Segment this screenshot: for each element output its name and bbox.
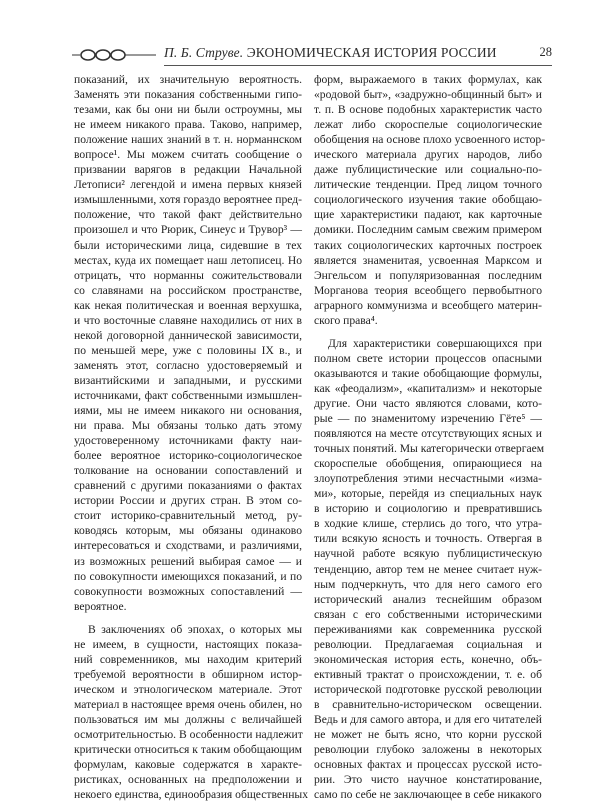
text-line: как «феодализм», «капитализм» и некоторые [314,381,542,395]
text-line: само по себе не заключающее в себе никакого [314,788,542,802]
text-line: Летописи² легендой и имена первых князей [74,178,302,192]
paragraph [314,72,546,328]
text-line: Заменять эти показания собственными гипо- [74,88,302,102]
text-line: материал в настоящее время очень обилен, но [74,697,302,711]
text-line: в историю и социологию и превратившись [314,502,542,516]
header-rule [164,65,552,66]
text-line: т. п. В основе подобных характеристик часто [314,103,542,117]
text-line: Моргановa теория всеобщего первобытного [314,283,542,297]
text-line: форм, выражаемого в таких формулах, как [314,73,542,86]
text-line: ического материала других народов, либо [314,148,542,162]
text-line: заменять этот, согласно удостоверяемый и [74,358,302,372]
text-line: Ведь и для самого автора, и для его читателей [314,712,542,726]
text-line: критически относиться к таким обобщающим [74,743,302,757]
text-line: призвании варягов в редакции Начальной [74,163,302,177]
text-line: тили всякую ясность и точность. Отвергая в [314,532,542,546]
text-line: местах, куда их помещает наш летописец. Но [74,253,302,267]
text-line: вопросе¹. Мы можем считать сообщение о [74,148,302,162]
text-line: совокупности возможных сопоставлений — [74,584,302,598]
text-line: из возможных решений выбирая самое — и [74,554,302,568]
text-line: тезами, как бы они ни были остроумны, мы [74,103,302,117]
right-column [314,72,546,802]
text-line: требуемой вероятности в обширном истор- [74,667,302,681]
text-line: злоупотребления этими несчастными «изма- [314,472,542,486]
text-line: появляются на месте отсутствующих ясных и [314,427,542,441]
paragraph [74,622,308,802]
text-line: византийскими и западными, и русскими [74,373,302,387]
text-line: оказываются и такие обобщающие формулы, [314,366,542,380]
text-line: революции глубоко заложены в некоторых [314,743,542,757]
text-line: лежат либо скороспелые социологические [314,118,542,132]
text-line: ическом и этнологическом материале. Этот [74,682,302,696]
text-line: со славянами на российском пространстве, [74,283,302,297]
text-line: показаний, их значительную вероятность. [74,73,302,86]
text-line: домики. Последним самым свежим примером [314,223,542,237]
header-author: П. Б. Струве. [164,45,244,60]
text-line: ководясь которым, мы обязаны одинаково [74,524,302,538]
text-line: ского права⁴. [314,313,378,327]
text-line: рии. Это чисто научное констатирование, [314,773,542,787]
text-line: источниками, факт собственными измышлен- [74,388,302,402]
text-line: некоего единства, единообразия общественных [74,788,308,802]
text-line: вероятное. [74,599,127,613]
text-line: интересоваться и сходствами, и различиями, [74,539,302,553]
text-line: рые — по знаменитому изречению Гёте⁵ — [314,412,542,426]
paragraph [74,72,302,614]
text-line: даже публицистические или социально-по- [314,163,542,177]
text-line: были историческими лица, сидевшие в тех [74,238,302,252]
text-line: тенденцию, автор тем не менее считает нуж- [314,562,542,576]
text-line: основных фактах и процессах русской исто- [314,758,542,772]
text-line: по совокупности имеющихся показаний, и по [74,569,302,583]
text-line: в сравнительно-историческом освещении. [314,697,542,711]
text-line: таких социологических карточных построек [314,238,542,252]
text-line: ным подчеркнуть, что для него самого его [314,577,542,591]
running-header [72,44,552,66]
text-line: пользоваться им мы должны с величайшей [74,712,302,726]
text-line: исторической подготовке русской революции [314,682,542,696]
text-line: формулам, каковые содержатся в характе- [74,758,302,772]
text-line: «родовой быт», «задружно-общинный быт» и [314,88,542,102]
text-line: не имеем никакого права. Таково, например, [74,118,302,132]
text-line: ми», которые, перейдя из специальных наук [314,487,542,501]
text-line: Для характеристики совершающихся при [328,336,542,350]
text-line: в ходкие клише, стерлись до того, что утра- [314,517,542,531]
header-book-title: ЭКОНОМИЧЕСКАЯ ИСТОРИЯ РОССИИ [246,45,497,60]
text-line: и что восточные славяне находились от них в [74,313,302,327]
text-line: В заключениях об эпохах, о которых мы [88,622,302,636]
text-line: ни права. Мы обязаны только дать этому [74,419,302,433]
text-line: произошел и что Рюрик, Синеус и Трувор³ — [74,223,302,237]
text-line: переживаниями как современника русской [314,622,542,636]
text-line: точных понятий. Мы категорически отвергаем [314,442,545,456]
text-line: более вероятное историко-социологическое [74,449,302,463]
text-line: осмотрительностью. В особенности надлежит [74,728,303,742]
left-column [74,72,308,802]
text-line: стоит историко-сравнительный метод, ру- [74,509,302,523]
text-line: обобщения на основе плохо усвоенного истор- [314,133,546,147]
text-line: как некая политическая и военная верхушка, [74,298,302,312]
text-line: измышленными, хотя гораздо вероятнее пред- [74,193,302,207]
text-line: социологического изучения такие обобщаю- [314,193,542,207]
text-line: ристиках, основанных на предположении и [74,773,302,787]
text-line: исторический анализ теснейшим образом [314,592,542,606]
text-line: сравнений с другими показаниями о фактах [74,479,302,493]
text-line: не имеем, в сущности, настоящих показа- [74,637,302,651]
text-line: является знаменитая, усвоенная Марксом и [314,253,542,267]
page-number: 28 [539,45,552,59]
text-line: экономическая история есть, конечно, объ- [314,652,542,666]
text-line: иями, мы не имеем никакого ни основания, [74,404,302,418]
text-line: революции. Предлагаемая социальная и [314,637,542,651]
text-line: скороспелые обобщения, опирающиеся на [314,457,542,471]
text-line: положение наших знаний в т. н. норманнском [74,133,302,147]
text-line: щие характеристики падают, как карточные [314,208,542,222]
text-line: удостоверенному источниками факту наи- [74,434,302,448]
text-line: толкование на основании сопоставлений и [74,464,302,478]
text-line: ний современников, мы находим критерий [74,652,302,666]
ornament-rings-icon [72,48,156,62]
running-title [164,45,497,61]
text-line: другие. Они часто являются словами, кото- [314,396,542,410]
text-line: истории России и других стран. В этом со- [74,494,302,508]
text-line: некой договорной даннической зависимости, [74,328,302,342]
text-line: по меньшей мере, уже с половины IX в., и [74,343,302,357]
text-line: ективный трактат о происхождении, т. е. об [314,667,542,681]
paragraph [314,336,545,802]
text-line: связан с его собственными историческими [314,607,542,621]
text-line: научной работе всякую публицистическую [314,547,542,561]
text-line: аграрного коммунизма и всеобщего материн- [314,298,542,312]
text-line: положение, что такой факт действительно [74,208,302,222]
text-line: отрицать, что норманны сожительствовали [74,268,302,282]
text-line: не может не быть ясно, что корни русской [314,728,542,742]
text-line: полном свете истории процессов опасными [314,351,542,365]
text-line: литические тенденции. Пред лицом точного [314,178,542,192]
text-line: Энгельсом и популяризованная последним [314,268,542,282]
